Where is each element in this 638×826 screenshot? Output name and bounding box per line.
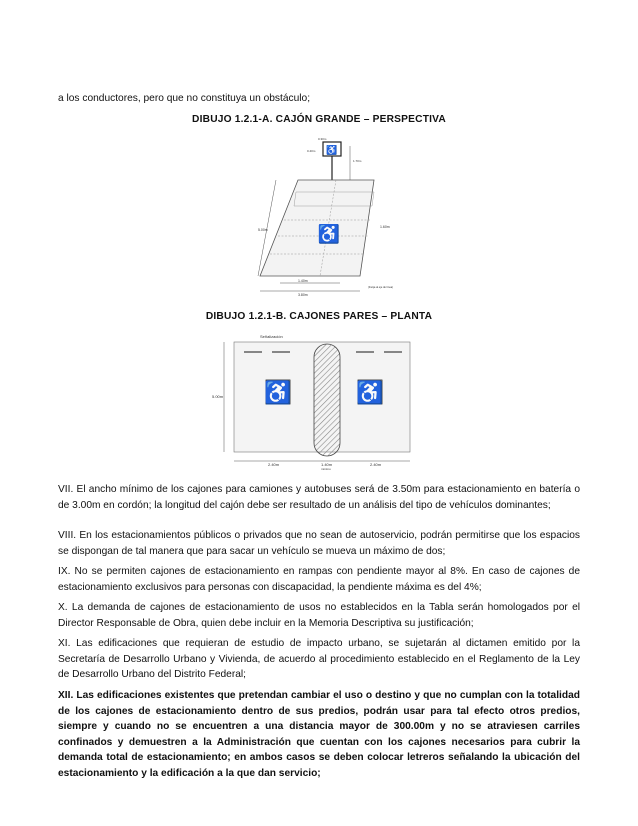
paragraph-viii: VIII. En los estacionamientos públicos o privados que no sean de autoservicio, podrán permitirse que los espacios se dispongan de tal manera que para sacar un vehículo se mueva un máximo de dos; bbox=[58, 530, 580, 557]
paragraph-x: X. La demanda de cajones de estacionamiento de usos no establecidos en la Tabla serán homologados por el Director Responsable de Obra, quien debe incluir en la Memoria Descriptiva su justificación; bbox=[58, 602, 580, 629]
note-axis: (franja al eje de línea) bbox=[368, 286, 394, 289]
drawing-paired-spaces-plan bbox=[210, 330, 430, 472]
dim-length-left: 5.00m bbox=[258, 228, 268, 232]
dim-length: 5.00m bbox=[212, 394, 224, 399]
dim-right: 2.40m bbox=[370, 462, 382, 467]
floor-wheelchair-icon: ♿ bbox=[317, 224, 341, 244]
paragraph-vii: VII. El ancho mínimo de los cajones para camiones y autobuses será de 3.50m para estacionamiento en batería o de 3.00m en cordón; la longitud del cajón debe ser resultado de un análisis del tipo de vehículos dominantes; bbox=[58, 484, 580, 511]
caption-drawing-b: DIBUJO 1.2.1-B. CAJONES PARES – PLANTA bbox=[205, 311, 433, 322]
dim-length-right: 1.60m bbox=[380, 225, 390, 229]
wheelchair-icon: ♿ bbox=[326, 145, 338, 155]
drawing-large-space-perspective bbox=[250, 136, 410, 300]
paragraph-xii: XII. Las edificaciones existentes que pretendan cambiar el uso o destino y que no cumplan con la totalidad de los cajones de estacionamiento dentro de sus predios, podrán usar para tal efecto otros predios, siempre y cuando no se encuentren a una distancia mayor de 300.00m y no se atraviesen carriles confinados y demuestren a la Administración que cuentan con los cajones necesarios para cubrir la demanda total de estacionamiento; en ambos casos se deben colocar letreros señalando la ubicación del estacionamiento y la edificación a la que dan servicio; bbox=[58, 690, 580, 779]
wheelchair-icon-right: ♿ bbox=[356, 380, 384, 405]
paragraph-ix: IX. No se permiten cajones de estacionamiento en rampas con pendiente mayor al 8%. En caso de cajones de estacionamiento exclusivos para personas con discapacidad, la pendiente máxima es del 4%; bbox=[58, 566, 580, 593]
dim-center-sub: mínimo bbox=[321, 467, 331, 471]
dim-total-width: 3.80m bbox=[298, 293, 308, 297]
label-signage: Señalización bbox=[260, 334, 283, 339]
intro-line: a los conductores, pero que no constituya un obstáculo; bbox=[58, 93, 311, 104]
dim-sign-pole: 1.70m bbox=[353, 159, 362, 163]
caption-drawing-a: DIBUJO 1.2.1-A. CAJÓN GRANDE – PERSPECTIVA bbox=[192, 114, 446, 125]
center-aisle-hatch bbox=[314, 344, 340, 456]
wheelchair-icon-left: ♿ bbox=[264, 380, 292, 405]
dim-left: 2.40m bbox=[268, 462, 280, 467]
dim-sign-height: 0.40m bbox=[307, 149, 316, 153]
dim-sign-width: 0.30m bbox=[318, 137, 327, 141]
dim-center: 1.40m bbox=[321, 462, 333, 467]
dim-aisle: 1.40m bbox=[298, 279, 308, 283]
paragraph-xi: XI. Las edificaciones que requieran de estudio de impacto urbano, se sujetarán al dictamen emitido por la Secretaría de Desarrollo Urbano y Vivienda, de acuerdo al procedimiento establecido en el Reglamento de la Ley de Desarrollo Urbano del Distrito Federal; bbox=[58, 638, 580, 681]
